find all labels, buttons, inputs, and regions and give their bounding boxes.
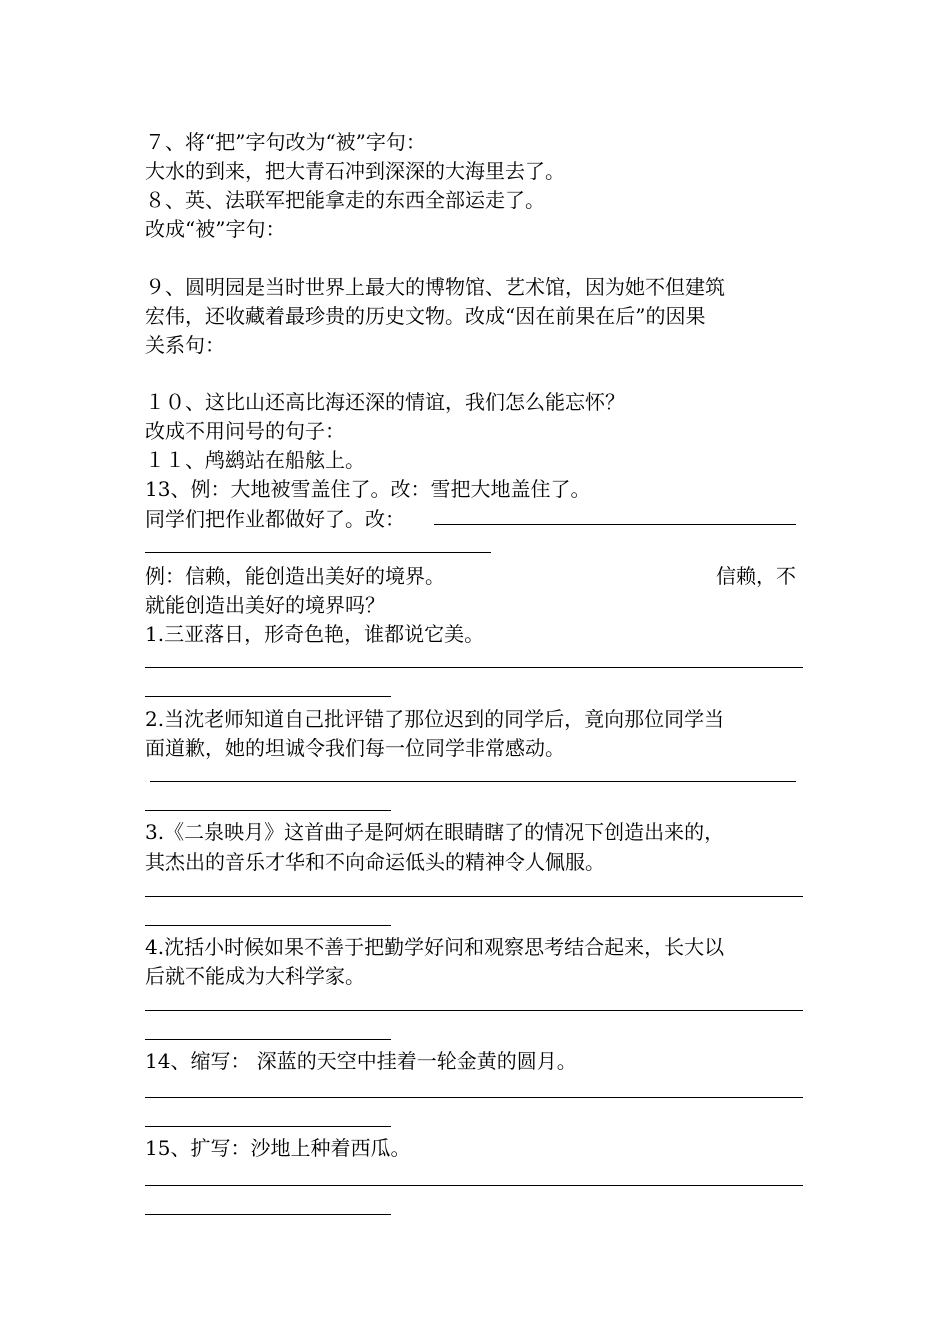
exercise-3-line-2: 其杰出的音乐才华和不向命运低头的精神令人佩服。 — [145, 850, 605, 874]
rhetorical-example: 例：信赖，能创造出美好的境界。 — [145, 564, 445, 588]
q8-instruction: 改成“被”字句： — [145, 217, 286, 241]
q10-instruction: 改成不用问号的句子： — [145, 419, 345, 443]
exercise-4-line-1: 4.沈括小时候如果不善于把勤学好问和观察思考结合起来，长大以 — [145, 935, 725, 959]
answer-line[interactable] — [434, 524, 796, 525]
q9-line-3: 关系句： — [145, 333, 225, 357]
exercise-1: 1.三亚落日，形奇色艳，谁都说它美。 — [145, 622, 485, 646]
answer-line[interactable] — [145, 1185, 803, 1186]
q9-line-2: 宏伟，还收藏着最珍贵的历史文物。改成“因在前果在后”的因果 — [145, 304, 706, 328]
q10-sentence: １０、这比山还高比海还深的情谊，我们怎么能忘怀？ — [145, 390, 625, 414]
q14-abbreviate: 14、缩写： 深蓝的天空中挂着一轮金黄的圆月。 — [145, 1049, 577, 1073]
exercise-2-line-1: 2.当沈老师知道自己批评错了那位迟到的同学后，竟向那位同学当 — [145, 707, 725, 731]
q7-instruction: ７、将“把”字句改为“被”字句： — [145, 130, 426, 154]
q11-sentence: １１、鸬鹚站在船舷上。 — [145, 448, 365, 472]
answer-line[interactable] — [145, 1097, 803, 1098]
answer-line[interactable] — [145, 696, 391, 697]
q13-example: 13、例：大地被雪盖住了。改：雪把大地盖住了。 — [145, 477, 591, 501]
exercise-4-line-2: 后就不能成为大科学家。 — [145, 964, 365, 988]
answer-line[interactable] — [145, 1039, 391, 1040]
rhetorical-example-answer-a: 信赖，不 — [716, 564, 796, 588]
q7-sentence: 大水的到来，把大青石冲到深深的大海里去了。 — [145, 159, 565, 183]
exercise-2-line-2: 面道歉，她的坦诚令我们每一位同学非常感动。 — [145, 736, 565, 760]
q9-line-1: ９、圆明园是当时世界上最大的博物馆、艺术馆，因为她不但建筑 — [145, 275, 725, 299]
answer-line[interactable] — [145, 925, 391, 926]
q15-expand: 15、扩写：沙地上种着西瓜。 — [145, 1136, 411, 1160]
q8-sentence: ８、英、法联军把能拿走的东西全部运走了。 — [145, 188, 545, 212]
answer-line[interactable] — [145, 552, 491, 553]
answer-line[interactable] — [145, 1126, 391, 1127]
answer-line[interactable] — [145, 1214, 391, 1215]
exercise-3-line-1: 3.《二泉映月》这首曲子是阿炳在眼睛瞎了的情况下创造出来的， — [145, 820, 725, 844]
rhetorical-example-answer-b: 就能创造出美好的境界吗？ — [145, 593, 385, 617]
answer-line[interactable] — [145, 896, 803, 897]
q13-exercise: 同学们把作业都做好了。改： — [145, 507, 405, 531]
answer-line[interactable] — [145, 1010, 803, 1011]
answer-line[interactable] — [145, 810, 391, 811]
answer-line[interactable] — [145, 667, 803, 668]
answer-line[interactable] — [150, 781, 796, 782]
